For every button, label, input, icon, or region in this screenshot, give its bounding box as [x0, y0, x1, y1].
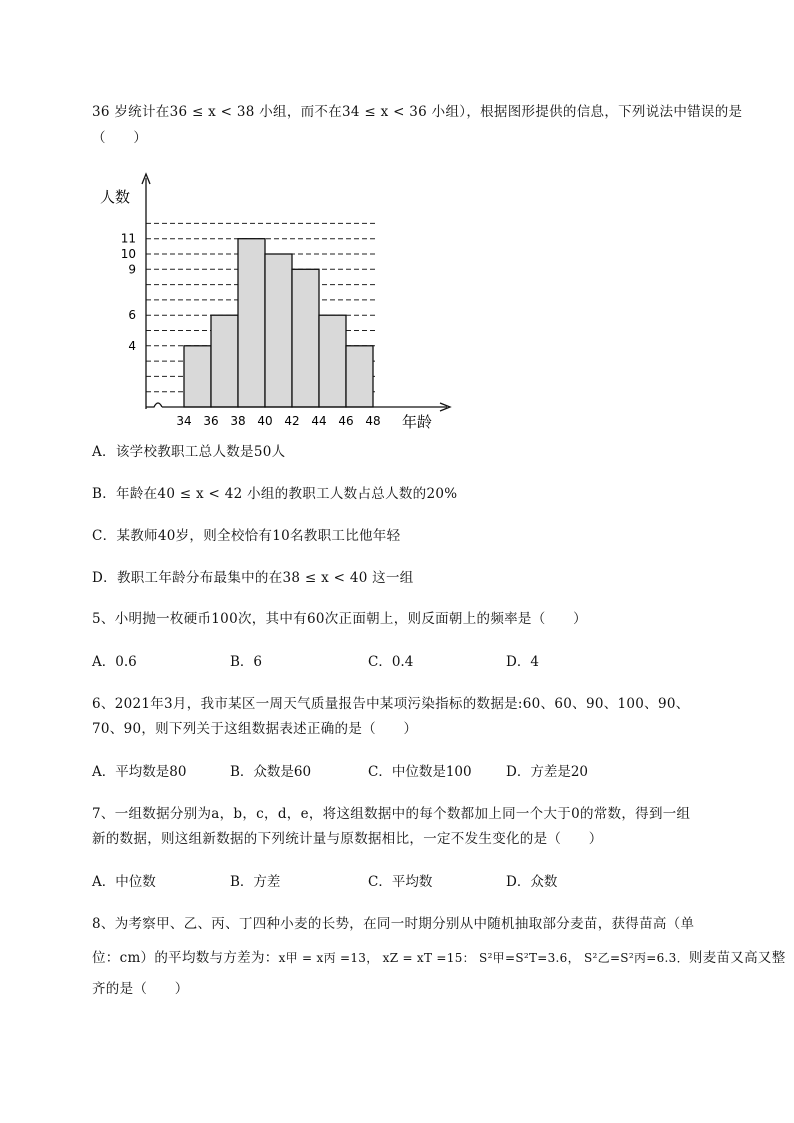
age-histogram: [92, 170, 462, 430]
bar-42-44: [292, 269, 319, 407]
bar-46-48: [346, 346, 373, 407]
bar-36-38: [211, 315, 238, 407]
x-tick-label: 36: [203, 414, 219, 428]
q4-option-b: B．年龄在40 ≤ x < 42 小组的教职工人数占总人数的20%: [92, 486, 458, 502]
q6-option-d: D．方差是20: [506, 764, 589, 780]
q8-stem-line3: 齐的是（ ）: [92, 981, 189, 997]
q8-formula: x甲 = x丙 =13， xZ = xT =15： S²甲=S²T=3.6， S²乙=S²丙=6.3．: [278, 951, 689, 965]
q7-stem-line1: 7、一组数据分别为a，b，c，d，e，将这组数据中的每个数都加上同一个大于0的常数，得到一组: [92, 806, 691, 822]
x-tick-label: 40: [257, 414, 273, 428]
axis-break: [146, 403, 162, 407]
bar-40-42: [265, 254, 292, 407]
y-tick-label: 11: [120, 231, 136, 246]
x-tick-label: 38: [230, 414, 246, 428]
q6-option-a: A．平均数是80: [92, 764, 187, 780]
x-tick-label: 34: [176, 414, 192, 428]
q6-stem-line2: 70、90，则下列关于这组数据表述正确的是（ ）: [92, 721, 418, 737]
x-axis-label: 年龄: [402, 413, 433, 430]
q6-option-b: B．众数是60: [230, 764, 312, 780]
bar-34-36: [184, 346, 211, 407]
q7-option-a: A．中位数: [92, 874, 156, 890]
q8-stem-line2: 位：cm）的平均数与方差为：x甲 = x丙 =13， xZ = xT =15： S²甲=S²T=3.6， S²乙=S²丙=6.3．则麦苗又高又整: [92, 950, 786, 966]
q7-option-c: C．平均数: [368, 874, 433, 890]
q6-option-c: C．中位数是100: [368, 764, 472, 780]
q4-option-d: D．教职工年龄分布最集中的在38 ≤ x < 40 这一组: [92, 570, 414, 586]
x-tick-label: 44: [311, 414, 327, 428]
y-axis-label: 人数: [100, 188, 131, 206]
q8-stem-line1: 8、为考察甲、乙、丙、丁四种小麦的长势，在同一时期分别从中随机抽取部分麦苗，获得苗高（单: [92, 916, 695, 932]
q4-option-a: A．该学校教职工总人数是50人: [92, 444, 286, 460]
q5-option-d: D．4: [506, 654, 539, 670]
bar-44-46: [319, 315, 346, 407]
q4-intro: 36 岁统计在36 ≤ x < 38 小组，而不在34 ≤ x < 36 小组），根据图形提供的信息，下列说法中错误的是: [92, 104, 743, 120]
bar-38-40: [238, 239, 265, 407]
y-tick-label: 6: [128, 308, 136, 323]
q4-paren: （ ）: [92, 130, 148, 146]
y-tick-label: 9: [128, 262, 136, 277]
q5-stem: 5、小明抛一枚硬币100次，其中有60次正面朝上，则反面朝上的频率是（ ）: [92, 611, 587, 627]
x-tick-label: 42: [284, 414, 300, 428]
q5-option-c: C．0.4: [368, 654, 414, 670]
q5-option-a: A．0.6: [92, 654, 137, 670]
q5-option-b: B．6: [230, 654, 263, 670]
y-tick-label: 4: [128, 338, 136, 353]
q4-option-c: C．某教师40岁，则全校恰有10名教职工比他年轻: [92, 528, 401, 544]
q7-stem-line2: 新的数据，则这组新数据的下列统计量与原数据相比，一定不发生变化的是（ ）: [92, 831, 603, 847]
y-tick-label: 10: [120, 247, 136, 261]
q7-option-b: B．方差: [230, 874, 281, 890]
x-tick-label: 48: [365, 414, 381, 428]
x-tick-label: 46: [338, 414, 354, 428]
q6-stem-line1: 6、2021年3月，我市某区一周天气质量报告中某项污染指标的数据是:60、60、90、100、90、: [92, 696, 690, 712]
q7-option-d: D．众数: [506, 874, 558, 890]
